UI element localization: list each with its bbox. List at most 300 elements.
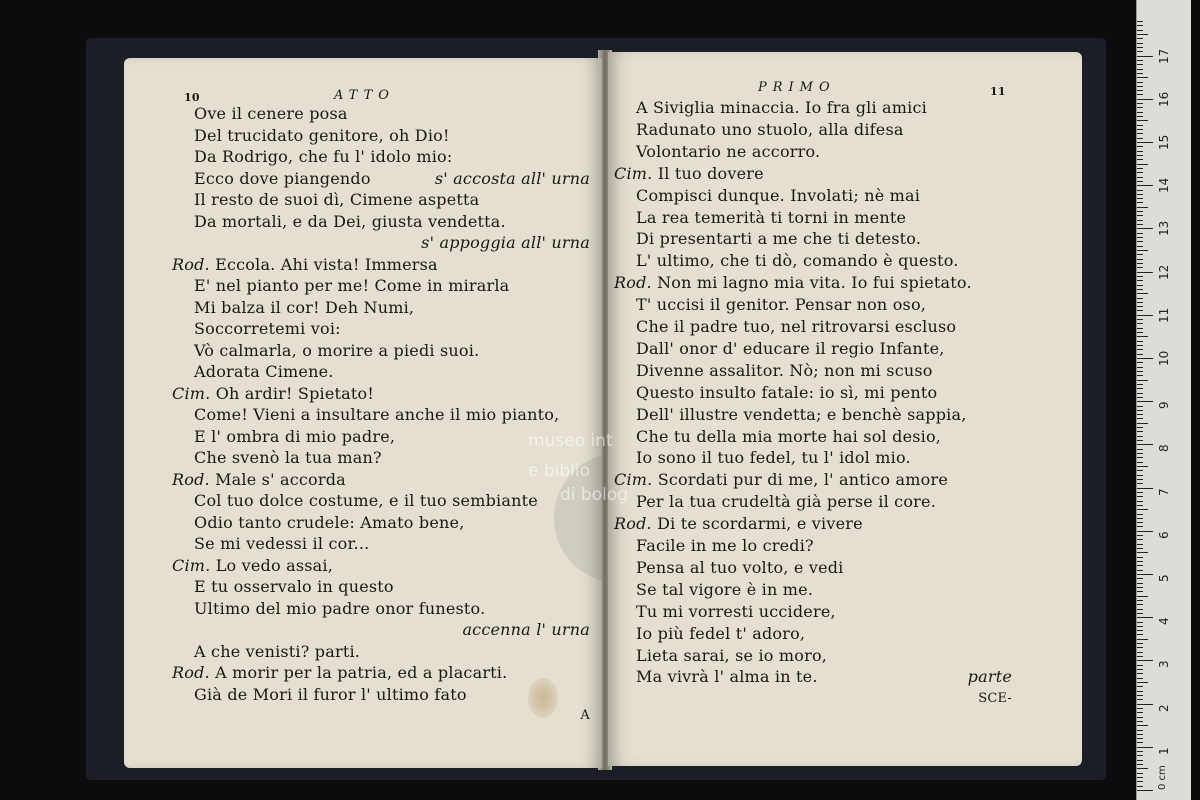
ruler-tick xyxy=(1137,77,1148,78)
catchword: SCE- xyxy=(978,691,1012,707)
ruler-number: 8 xyxy=(1157,444,1171,453)
verse-line xyxy=(636,667,818,687)
left-running-head: ATTO xyxy=(334,88,395,103)
verse-line xyxy=(636,427,941,447)
ruler-tick xyxy=(1137,30,1143,31)
ruler-number: 9 xyxy=(1157,401,1171,410)
verse-line xyxy=(194,427,395,447)
stage-direction: accenna l' urna xyxy=(462,620,590,639)
verse-text: Odio tanto crudele: Amato bene, xyxy=(194,512,465,532)
verse-line xyxy=(194,212,506,232)
ruler-tick xyxy=(1137,596,1148,597)
verse-text: Male s' accorda xyxy=(215,469,346,489)
ruler-tick xyxy=(1137,43,1143,44)
ruler-tick xyxy=(1137,505,1143,506)
ruler-tick xyxy=(1137,237,1143,238)
verse-text: Come! Vieni a insultare anche il mio pianto, xyxy=(194,405,560,424)
ruler-tick xyxy=(1137,673,1143,674)
verse-line xyxy=(172,384,374,404)
ruler-tick xyxy=(1137,483,1143,484)
verse-text: Il tuo dovere xyxy=(657,163,764,183)
ruler-tick xyxy=(1137,267,1143,268)
ruler-tick xyxy=(1137,552,1148,553)
ruler-tick xyxy=(1137,129,1143,130)
verse-line xyxy=(194,276,509,296)
ruler-tick xyxy=(1137,708,1143,709)
ruler-tick xyxy=(1137,82,1143,83)
ruler-tick xyxy=(1137,652,1143,653)
ruler-number: 16 xyxy=(1157,91,1171,107)
ruler-tick xyxy=(1137,354,1143,355)
ruler-tick xyxy=(1137,107,1143,108)
verse-line xyxy=(194,534,369,554)
ruler-number: 10 xyxy=(1157,350,1171,366)
verse-text: Ecco dove piangendo xyxy=(194,168,371,188)
verse-line xyxy=(194,147,452,167)
ruler-tick xyxy=(1137,730,1143,731)
verse-text: Eccola. Ahi vista! Immersa xyxy=(215,254,438,274)
verse-line xyxy=(636,624,805,644)
speaker-label: Rod. xyxy=(614,514,658,534)
verse-line xyxy=(172,556,333,576)
ruler-tick xyxy=(1137,181,1143,182)
ruler-tick xyxy=(1137,202,1143,203)
ruler-tick xyxy=(1137,630,1143,631)
stage-direction: parte xyxy=(967,667,1012,687)
ruler-tick xyxy=(1137,496,1143,497)
verse-line xyxy=(194,513,465,533)
right-running-head: PRIMO xyxy=(758,80,836,95)
ruler-tick xyxy=(1137,332,1143,333)
verse-text: Non mi lagno mia vita. Io fui spietato. xyxy=(657,273,972,293)
verse-text: Compisci dunque. Involati; nè mai xyxy=(636,185,921,205)
measurement-ruler xyxy=(1136,0,1191,800)
verse-text: Ma vivrà l' alma in te. xyxy=(636,667,818,687)
speaker-label: Rod. xyxy=(172,254,216,274)
verse-text: Il resto de suoi dì, Cimene aspetta xyxy=(194,190,480,209)
verse-text: Se mi vedessi il cor... xyxy=(194,534,370,553)
ruler-tick xyxy=(1137,302,1143,303)
ruler-tick xyxy=(1137,634,1143,635)
ruler-tick xyxy=(1137,198,1143,199)
ruler-tick xyxy=(1137,561,1143,562)
ruler-tick xyxy=(1137,734,1143,735)
speaker-label: Rod. xyxy=(614,273,658,293)
verse-line xyxy=(194,169,371,189)
verse-line xyxy=(636,317,956,337)
ruler-tick xyxy=(1137,535,1143,536)
ruler-tick xyxy=(1137,220,1143,221)
ruler-tick xyxy=(1137,626,1143,627)
verse-text: Pensa al tuo volto, e vedi xyxy=(636,557,844,577)
right-page-number: 11 xyxy=(990,85,1006,98)
ruler-tick xyxy=(1137,120,1148,121)
ruler-number: 13 xyxy=(1157,221,1171,237)
verse-line xyxy=(194,405,559,425)
ruler-tick xyxy=(1137,34,1148,35)
ruler-tick xyxy=(1137,86,1143,87)
ruler-tick xyxy=(1137,306,1143,307)
ruler-tick xyxy=(1137,336,1148,337)
ruler-number: 11 xyxy=(1157,307,1171,323)
ruler-unit-label: 0 cm xyxy=(1157,765,1168,790)
verse-line xyxy=(636,98,927,118)
ruler-tick xyxy=(1137,647,1143,648)
ruler-tick xyxy=(1137,285,1143,286)
verse-text: A Siviglia minaccia. Io fra gli amici xyxy=(636,98,927,117)
ruler-tick xyxy=(1137,207,1148,208)
ruler-tick xyxy=(1137,246,1143,247)
verse-line xyxy=(194,448,382,468)
ruler-tick xyxy=(1137,462,1143,463)
verse-text: Col tuo dolce costume, e il tuo sembiante xyxy=(194,491,538,510)
verse-line xyxy=(636,142,820,162)
verse-line xyxy=(636,186,920,206)
verse-text: Scordati pur di me, l' antico amore xyxy=(657,470,948,490)
ruler-tick xyxy=(1137,371,1143,372)
speaker-label: Cim. xyxy=(172,555,216,575)
ruler-tick xyxy=(1137,639,1148,640)
ruler-tick xyxy=(1137,470,1143,471)
ruler-number: 15 xyxy=(1157,134,1171,150)
ruler-tick xyxy=(1137,358,1153,359)
ruler-tick xyxy=(1137,565,1143,566)
ruler-tick xyxy=(1137,142,1153,143)
ruler-tick xyxy=(1137,453,1143,454)
ruler-tick xyxy=(1137,116,1143,117)
ruler-tick xyxy=(1137,133,1143,134)
ruler-tick xyxy=(1137,699,1143,700)
ruler-tick xyxy=(1137,64,1143,65)
stage-direction: s' appoggia all' urna xyxy=(421,233,590,252)
verse-text: La rea temerità ti torni in mente xyxy=(636,207,907,227)
verse-text: Radunato uno stuolo, alla difesa xyxy=(636,119,904,139)
verse-line xyxy=(636,602,836,622)
ruler-tick xyxy=(1137,440,1143,441)
ruler-tick xyxy=(1137,492,1143,493)
verse-text: E l' ombra di mio padre, xyxy=(194,426,396,446)
verse-line xyxy=(636,361,933,381)
ruler-tick xyxy=(1137,406,1143,407)
verse-line xyxy=(194,190,479,210)
ruler-tick xyxy=(1137,449,1143,450)
verse-line xyxy=(194,126,450,146)
verse-line xyxy=(194,685,467,705)
verse-text: Questo insulto fatale: io sì, mi pento xyxy=(636,382,938,402)
ruler-tick xyxy=(1137,414,1143,415)
ruler-tick xyxy=(1137,215,1143,216)
verse-text: Di presentarti a me che ti detesto. xyxy=(636,229,922,249)
verse-line xyxy=(636,492,936,512)
right-page xyxy=(608,52,1082,766)
ruler-tick xyxy=(1137,250,1148,251)
ruler-number: 6 xyxy=(1157,531,1171,539)
ruler-tick xyxy=(1137,600,1143,601)
ruler-tick xyxy=(1137,548,1143,549)
verse-line xyxy=(636,448,911,468)
left-page xyxy=(124,58,602,768)
verse-text: Che il padre tuo, nel ritrovarsi escluso xyxy=(636,317,957,336)
verse-text: Ove il cenere posa xyxy=(194,104,348,123)
ruler-tick xyxy=(1137,315,1153,316)
ruler-tick xyxy=(1137,233,1143,234)
ruler-tick xyxy=(1137,583,1143,584)
verse-text: E' nel pianto per me! Come in mirarla xyxy=(194,276,510,295)
ruler-tick xyxy=(1137,298,1143,299)
verse-line xyxy=(636,405,966,425)
verse-line xyxy=(636,251,959,271)
ruler-tick xyxy=(1137,276,1143,277)
ruler-tick xyxy=(1137,669,1143,670)
ruler-tick xyxy=(1137,557,1143,558)
ruler-tick xyxy=(1137,328,1143,329)
ruler-tick xyxy=(1137,56,1153,57)
ruler-tick xyxy=(1137,773,1143,774)
catchword: A xyxy=(580,708,590,723)
ruler-tick xyxy=(1137,695,1143,696)
ruler-tick xyxy=(1137,47,1143,48)
ruler-tick xyxy=(1137,146,1143,147)
ruler-tick xyxy=(1137,678,1143,679)
ruler-tick xyxy=(1137,738,1143,739)
ruler-tick xyxy=(1137,531,1153,532)
speaker-label: Rod. xyxy=(172,663,216,682)
ruler-tick xyxy=(1137,436,1143,437)
ruler-tick xyxy=(1137,401,1153,402)
ruler-tick xyxy=(1137,90,1143,91)
ruler-tick xyxy=(1137,423,1148,424)
verse-line xyxy=(194,341,479,361)
verse-text: Soccorretemi voi: xyxy=(194,319,341,338)
verse-text: Oh ardir! Spietato! xyxy=(215,383,374,403)
verse-line xyxy=(636,558,844,578)
ruler-tick xyxy=(1137,73,1143,74)
ruler-tick xyxy=(1137,103,1143,104)
ruler-tick xyxy=(1137,522,1143,523)
ruler-tick xyxy=(1137,457,1143,458)
ruler-tick xyxy=(1137,751,1143,752)
verse-text: Dall' onor d' educare il regio Infante, xyxy=(636,338,945,358)
ruler-tick xyxy=(1137,224,1143,225)
ruler-tick xyxy=(1137,539,1143,540)
verse-line xyxy=(636,536,814,556)
ruler-tick xyxy=(1137,280,1143,281)
verse-text: Che svenò la tua man? xyxy=(194,448,382,467)
speaker-label: Cim. xyxy=(614,470,658,490)
ruler-number: 1 xyxy=(1157,747,1171,755)
ruler-tick xyxy=(1137,768,1148,769)
ruler-tick xyxy=(1137,410,1143,411)
verse-text: Volontario ne accorro. xyxy=(636,141,821,161)
verse-text: Che tu della mia morte hai sol desio, xyxy=(636,426,942,446)
ruler-tick xyxy=(1137,643,1143,644)
ruler-tick xyxy=(1137,38,1143,39)
verse-line xyxy=(194,642,360,662)
ruler-tick xyxy=(1137,380,1148,381)
verse-text: Per la tua crudeltà già perse il core. xyxy=(636,492,936,512)
ruler-tick xyxy=(1137,159,1143,160)
ruler-tick xyxy=(1137,21,1143,22)
ruler-tick xyxy=(1137,613,1143,614)
watermark-text-2: e biblio xyxy=(528,461,591,481)
ruler-tick xyxy=(1137,362,1143,363)
ruler-tick xyxy=(1137,185,1153,186)
ruler-tick xyxy=(1137,375,1143,376)
verse-text: Mi balza il cor! Deh Numi, xyxy=(194,297,415,317)
speaker-label: Rod. xyxy=(172,469,216,489)
ruler-tick xyxy=(1137,349,1143,350)
verse-text: L' ultimo, che ti dò, comando è questo. xyxy=(636,251,959,271)
ruler-tick xyxy=(1137,742,1143,743)
ruler-tick xyxy=(1137,323,1143,324)
verse-text: Io più fedel t' adoro, xyxy=(636,623,806,643)
ruler-tick xyxy=(1137,211,1143,212)
verse-text: Lo vedo assai, xyxy=(215,555,334,575)
verse-text: Dell' illustre vendetta; e benchè sappia, xyxy=(636,404,967,424)
ruler-tick xyxy=(1137,665,1143,666)
verse-text: E tu osservalo in questo xyxy=(194,577,394,596)
verse-text: A morir per la patria, ed a placarti. xyxy=(215,663,508,682)
ruler-tick xyxy=(1137,155,1143,156)
ruler-tick xyxy=(1137,488,1153,489)
ruler-tick xyxy=(1137,190,1143,191)
ruler-tick xyxy=(1137,725,1148,726)
ruler-tick xyxy=(1137,319,1143,320)
ruler-tick xyxy=(1137,293,1148,294)
verse-text: Vò calmarla, o morire a piedi suoi. xyxy=(194,340,480,360)
ruler-tick xyxy=(1137,345,1143,346)
ruler-tick xyxy=(1137,151,1143,152)
ruler-tick xyxy=(1137,755,1143,756)
ruler-tick xyxy=(1137,466,1148,467)
ruler-tick xyxy=(1137,263,1143,264)
ruler-tick xyxy=(1137,99,1153,100)
ruler-tick xyxy=(1137,587,1143,588)
verse-text: Da mortali, e da Dei, giusta vendetta. xyxy=(194,211,506,231)
ruler-tick xyxy=(1137,691,1143,692)
verse-line xyxy=(194,577,394,597)
ruler-tick xyxy=(1137,704,1153,705)
ruler-tick xyxy=(1137,388,1143,389)
ruler-tick xyxy=(1137,194,1143,195)
verse-line xyxy=(194,599,485,619)
ruler-tick xyxy=(1137,397,1143,398)
verse-line xyxy=(172,255,438,275)
ruler-number: 7 xyxy=(1157,487,1171,496)
ruler-tick xyxy=(1137,760,1143,761)
ruler-tick xyxy=(1137,94,1143,95)
verse-line xyxy=(194,491,538,511)
verse-text: Da Rodrigo, che fu l' idolo mio: xyxy=(194,147,453,166)
verse-line xyxy=(194,362,334,382)
ruler-number: 14 xyxy=(1157,177,1171,194)
ruler-tick xyxy=(1137,682,1148,683)
ruler-tick xyxy=(1137,25,1143,26)
verse-line xyxy=(636,295,926,315)
ruler-tick xyxy=(1137,609,1143,610)
verse-line xyxy=(636,646,827,666)
ruler-tick xyxy=(1137,660,1153,661)
ruler-tick xyxy=(1137,384,1143,385)
ruler-tick xyxy=(1137,717,1143,718)
ruler-number: 2 xyxy=(1157,703,1171,712)
stage-direction: s' accosta all' urna xyxy=(434,168,590,188)
ruler-tick xyxy=(1137,367,1143,368)
ruler-tick xyxy=(1137,310,1143,311)
ruler-tick xyxy=(1137,177,1143,178)
ruler-tick xyxy=(1137,431,1143,432)
verse-text: Lieta sarai, se io moro, xyxy=(636,645,828,665)
verse-text: Del trucidato genitore, oh Dio! xyxy=(194,125,450,145)
verse-text: Se tal vigore è in me. xyxy=(636,579,814,599)
ruler-tick xyxy=(1137,712,1143,713)
ruler-tick xyxy=(1137,172,1143,173)
verse-line xyxy=(636,580,813,600)
verse-line xyxy=(194,104,348,124)
ruler-tick xyxy=(1137,518,1143,519)
ruler-tick xyxy=(1137,51,1143,52)
verse-line xyxy=(172,663,507,683)
verse-line xyxy=(194,319,341,339)
left-page-number: 10 xyxy=(184,91,200,104)
ruler-tick xyxy=(1137,475,1143,476)
ruler-number: 12 xyxy=(1157,264,1171,280)
verse-line xyxy=(614,164,764,184)
verse-line xyxy=(636,120,904,140)
ruler-tick xyxy=(1137,526,1143,527)
ruler-tick xyxy=(1137,138,1143,139)
verse-text: Di te scordarmi, e vivere xyxy=(657,514,863,534)
verse-line xyxy=(636,339,945,359)
ruler-tick xyxy=(1137,574,1153,575)
verse-line xyxy=(636,383,937,403)
ruler-tick xyxy=(1137,570,1143,571)
ruler-tick xyxy=(1137,418,1143,419)
ruler-tick xyxy=(1137,747,1153,748)
ruler-tick xyxy=(1137,479,1143,480)
ruler-tick xyxy=(1137,509,1148,510)
ruler-tick xyxy=(1137,393,1143,394)
ruler-tick xyxy=(1137,721,1143,722)
ruler-tick xyxy=(1137,617,1153,618)
ruler-tick xyxy=(1137,790,1153,791)
ruler-tick xyxy=(1137,69,1143,70)
verse-text: Divenne assalitor. Nò; non mi scuso xyxy=(636,360,933,380)
ruler-tick xyxy=(1137,591,1143,592)
ruler-tick xyxy=(1137,786,1143,787)
watermark-text-1: museo int xyxy=(528,431,613,451)
ruler-tick xyxy=(1137,241,1143,242)
verse-line xyxy=(636,208,906,228)
ruler-tick xyxy=(1137,781,1143,782)
paper-stain xyxy=(528,678,558,718)
ruler-tick xyxy=(1137,764,1143,765)
ruler-tick xyxy=(1137,125,1143,126)
verse-text: Adorata Cimene. xyxy=(194,362,334,381)
verse-line xyxy=(614,273,972,293)
verse-text: A che venisti? parti. xyxy=(194,641,361,661)
ruler-tick xyxy=(1137,444,1153,445)
ruler-tick xyxy=(1137,60,1143,61)
ruler-tick xyxy=(1137,656,1143,657)
ruler-tick xyxy=(1137,228,1153,229)
verse-line xyxy=(194,298,414,318)
verse-text: Ultimo del mio padre onor funesto. xyxy=(194,598,486,618)
speaker-label: Cim. xyxy=(614,163,658,183)
ruler-tick xyxy=(1137,341,1143,342)
verse-line xyxy=(614,470,948,490)
verse-line xyxy=(614,514,863,534)
